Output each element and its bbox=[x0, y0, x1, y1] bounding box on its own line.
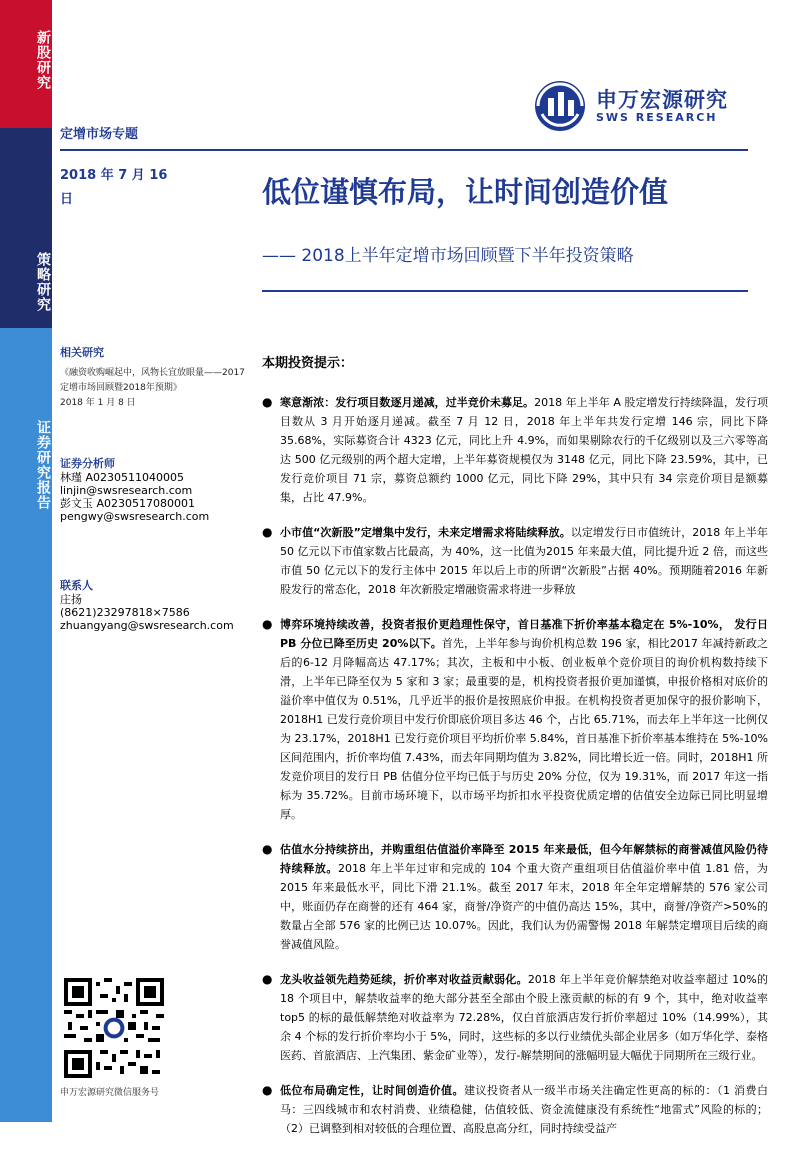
highlight-item bbox=[262, 393, 768, 507]
highlight-item bbox=[262, 523, 768, 599]
highlight-text: 以定增发行日市值统计，2018 年上半年 50 亿元以下市值家数占比最高，为 40%，这一比值为2015 年来最大值，同比提升近 2 倍，而这些市值 50 亿元以下的发行主体中 2015 年以后上市的所谓“次新股”占据 40%。预期随着2016 年新股发行的常态化，2018 年次新股定增融资需求将进一步释放 bbox=[280, 526, 768, 596]
bullet-icon: ● bbox=[262, 617, 273, 631]
highlight-text: 2018 年上半年过审和完成的 104 个重大资产重组项目估值溢价率中值 1.81 倍，为 2015 年来最低水平，同比下滑 21.1%。截至 2017 年末，2018 年全年定增解禁的 576 家公司中，账面仍存在商誉的还有 464 家，商誉/净资产的中值仍高达 15%，其中，商誉/净资产>50%的数量占全部 576 家的比例已达 10.07%。因此，我们认为仍需警惕 2018 年解禁定增项目后续的商誉减值风险。 bbox=[280, 862, 768, 951]
related-research-heading: 相关研究 bbox=[60, 346, 104, 359]
contact-email[interactable]: zhuangyang@swsresearch.com bbox=[60, 619, 234, 632]
related-research-date: 2018 年 1 月 8 日 bbox=[60, 398, 136, 408]
contact-phone: (8621)23297818×7586 bbox=[60, 606, 190, 619]
highlight-text: 2018 年上半年 A 股定增发行持续降温，发行项目数从 3 月开始逐月递减。截至 7 月 12 日，2018 年上半年共发行定增 146 宗，同比下降 35.68%，实际募资合计 4323 亿元，同比上升 4.9%，而如果剔除农行的千亿级别以及三六零等高达 500 亿元级别的两个超大定增，上半年募资规模仅为 3148 亿元，同比下降 23.59%，其中，已发行竞价项目 71 宗，募资总额约 1000 亿元，同比下降 29%，其中只有 34 宗竞价项目是额募集，占比 47.9%。 bbox=[280, 396, 768, 504]
highlight-text: 2018 年上半年竞价解禁绝对收益率超过 10%的 18 个项目中，解禁收益率的绝大部分甚至全部由个股上涨贡献的标的有 9 个，其中，绝对收益率 top5 的标的最低解禁绝对收益率为 72.28%，仅白首旅酒店发行折价率超过 10%（14.99%），其余 4 个标的发行折价率均小于 5%，同时，这些标的多以行业绩优头部企业居多（如万华化学、泰格医药、首旅酒店、上汽集团、紫金矿业等），发行-解禁期间的涨幅明显大幅优于同期所在三级行业。 bbox=[280, 973, 769, 1062]
qr-caption: 申万宏源研究微信服务号 bbox=[60, 1088, 160, 1098]
highlight-bold: 估值水分持续挤出，并购重组估值溢价率降至 2015 年来最低，但今年解禁标的商誉减值风险仍待持续释放。 bbox=[280, 843, 768, 875]
analysts-heading: 证券分析师 bbox=[60, 457, 115, 470]
analyst-email-1[interactable]: linjin@swsresearch.com bbox=[60, 484, 193, 497]
title-divider bbox=[262, 290, 748, 292]
header-divider bbox=[60, 149, 748, 151]
investment-highlights bbox=[262, 352, 768, 1154]
highlight-bold: 寒意渐浓：发行项目数逐月递减，过半竞价未募足。 bbox=[280, 396, 535, 409]
highlight-item bbox=[262, 970, 768, 1065]
highlight-bold: 小市值“次新股”定增集中发行，未来定增需求将陆续释放。 bbox=[280, 526, 571, 539]
left-info-column bbox=[60, 344, 250, 632]
bullet-icon: ● bbox=[262, 842, 273, 856]
report-date: 2018 年 7 月 16 日 bbox=[60, 168, 168, 207]
contact-name: 庄扬 bbox=[60, 593, 82, 606]
related-research-item[interactable]: 《融资收购崛起中，风物长宜放眼量——2017定增市场回顾暨2018年预期》 bbox=[60, 368, 245, 393]
sidebar-label-report: 证券研究报告 bbox=[35, 420, 51, 510]
highlight-bold: 博弈环境持续改善，投资者报价更趋理性保守，首日基准下折价率基本稳定在 5%-10%， 发行日 PB 分位已降至历史 20%以下。 bbox=[280, 618, 768, 650]
highlight-text: 建议投资者从一级半市场关注确定性更高的标的：（1 消费白马：三四线城市和农村消费、业绩稳健，估值较低、资金流健康没有系统性“地雷式”风险的标的；（2）已调整到相对较低的合理位置、高股息高分红，同时持续受益产 bbox=[280, 1084, 768, 1135]
logo-chinese-name: 申万宏源研究 bbox=[596, 88, 728, 112]
contact-heading: 联系人 bbox=[60, 579, 93, 592]
highlight-item bbox=[262, 1081, 768, 1138]
bullet-icon: ● bbox=[262, 1083, 273, 1097]
report-subtitle: —— 2018上半年定增市场回顾暨下半年投资策略 bbox=[262, 246, 634, 266]
highlight-bold: 龙头收益领先趋势延续，折价率对收益贡献弱化。 bbox=[280, 973, 528, 986]
highlight-item bbox=[262, 615, 768, 824]
logo-english-name: SWS RESEARCH bbox=[596, 111, 718, 124]
bullet-icon: ● bbox=[262, 972, 273, 986]
sidebar-label-strategy: 策略研究 bbox=[35, 252, 51, 312]
analyst-name-1: 林瑾 A0230511040005 bbox=[60, 471, 185, 484]
wechat-qr-code-icon[interactable] bbox=[64, 978, 164, 1078]
highlight-bold: 低位布局确定性，让时间创造价值。 bbox=[280, 1084, 464, 1097]
bullet-icon: ● bbox=[262, 395, 273, 409]
analyst-name-2: 彭文玉 A0230517080001 bbox=[60, 497, 196, 510]
highlight-item bbox=[262, 840, 768, 954]
report-topic: 定增市场专题 bbox=[60, 127, 139, 142]
highlight-text: 首先，上半年参与询价机构总数 196 家，相比2017 年减持新政之后的6-12 月降幅高达 47.17%；其次，主板和中小板、创业板单个竞价项目的询价机构数持续下滑，上半年已降至仅为 5 家和 3 家；最重要的是，机构投资者报价更加谨慎，申报价格相对底价的溢价率中值仅为 0.51%，几乎近半的报价是按照底价申报。在机构投资者更加保守的报价影响下，2018H1 已发行竞价项目中发行价即底价项目多达 46 个，占比 65.71%，而去年上半年这一比例仅为 23.17%，2018H1 已发行竞价项目平均折价率 5.84%，首日基准下折价率基本维持在 5%-10%区间范围内，折价率均值 7.43%，而去年同期均值为 3.82%，同比增长近一倍。同时，2018H1 所发竞价项目的发行日 PB 估值分位平均已低于与历史 20% 分位，仅为 19.31%，而 2017 年这一指标为 35.72%。目前市场环境下，以市场平均折扣水平投资优质定增的估值安全边际已同比明显增厚。 bbox=[280, 637, 769, 821]
analyst-email-2[interactable]: pengwy@swsresearch.com bbox=[60, 510, 210, 523]
report-title: 低位谨慎布局，让时间创造价值 bbox=[262, 175, 669, 209]
sws-logo-icon bbox=[534, 80, 590, 132]
sidebar-label-new-stock: 新股研究 bbox=[35, 30, 51, 90]
company-logo bbox=[534, 80, 754, 132]
highlights-heading: 本期投资提示： bbox=[262, 356, 354, 371]
bullet-icon: ● bbox=[262, 525, 273, 539]
